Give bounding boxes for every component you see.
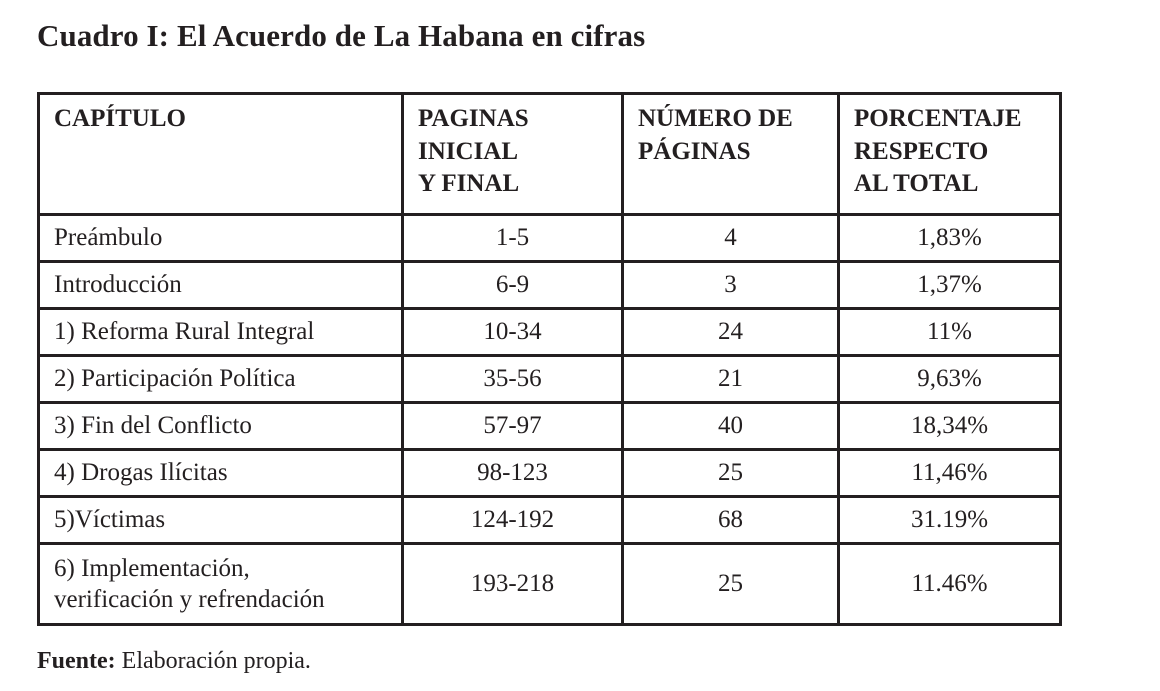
cell-paginas: 1-5: [403, 215, 623, 262]
cell-porcentaje: 11.46%: [839, 544, 1061, 625]
cell-numero: 25: [623, 450, 839, 497]
header-paginas: PAGINAS INICIAL Y FINAL: [403, 94, 623, 215]
data-table: [37, 92, 1062, 626]
table-row: [39, 215, 1061, 262]
table-row: [39, 262, 1061, 309]
cell-paginas: 10-34: [403, 309, 623, 356]
cell-paginas: 124-192: [403, 497, 623, 544]
source-note: [37, 648, 311, 675]
cell-numero: 3: [623, 262, 839, 309]
cell-porcentaje: 18,34%: [839, 403, 1061, 450]
cell-numero: 24: [623, 309, 839, 356]
header-row: [39, 94, 1061, 215]
cell-capitulo: 2) Participación Política: [39, 356, 403, 403]
cell-paginas: 6-9: [403, 262, 623, 309]
cell-porcentaje: 1,37%: [839, 262, 1061, 309]
cell-numero: 25: [623, 544, 839, 625]
cell-capitulo: 6) Implementación, verificación y refrendación: [39, 544, 403, 625]
cell-capitulo: 1) Reforma Rural Integral: [39, 309, 403, 356]
table-row: [39, 403, 1061, 450]
source-label: Fuente:: [37, 648, 116, 674]
cell-capitulo: Introducción: [39, 262, 403, 309]
cell-paginas: 57-97: [403, 403, 623, 450]
header-capitulo: CAPÍTULO: [39, 94, 403, 215]
header-porcentaje: PORCENTAJE RESPECTO AL TOTAL: [839, 94, 1061, 215]
source-text: Elaboración propia.: [115, 648, 311, 674]
cell-paginas: 193-218: [403, 544, 623, 625]
cell-porcentaje: 11,46%: [839, 450, 1061, 497]
header-numero: NÚMERO DE PÁGINAS: [623, 94, 839, 215]
cell-capitulo: Preámbulo: [39, 215, 403, 262]
table-row: [39, 356, 1061, 403]
table-row: [39, 450, 1061, 497]
cell-porcentaje: 11%: [839, 309, 1061, 356]
table-row: [39, 497, 1061, 544]
table-row: [39, 544, 1061, 625]
cell-porcentaje: 1,83%: [839, 215, 1061, 262]
cell-capitulo: 3) Fin del Conflicto: [39, 403, 403, 450]
cell-porcentaje: 9,63%: [839, 356, 1061, 403]
cell-numero: 21: [623, 356, 839, 403]
cell-numero: 40: [623, 403, 839, 450]
cell-numero: 4: [623, 215, 839, 262]
cell-porcentaje: 31.19%: [839, 497, 1061, 544]
table-row: [39, 309, 1061, 356]
cell-paginas: 35-56: [403, 356, 623, 403]
cell-capitulo: 4) Drogas Ilícitas: [39, 450, 403, 497]
cell-paginas: 98-123: [403, 450, 623, 497]
cell-capitulo: 5)Víctimas: [39, 497, 403, 544]
cell-numero: 68: [623, 497, 839, 544]
table-title: Cuadro I: El Acuerdo de La Habana en cifras: [37, 18, 646, 53]
